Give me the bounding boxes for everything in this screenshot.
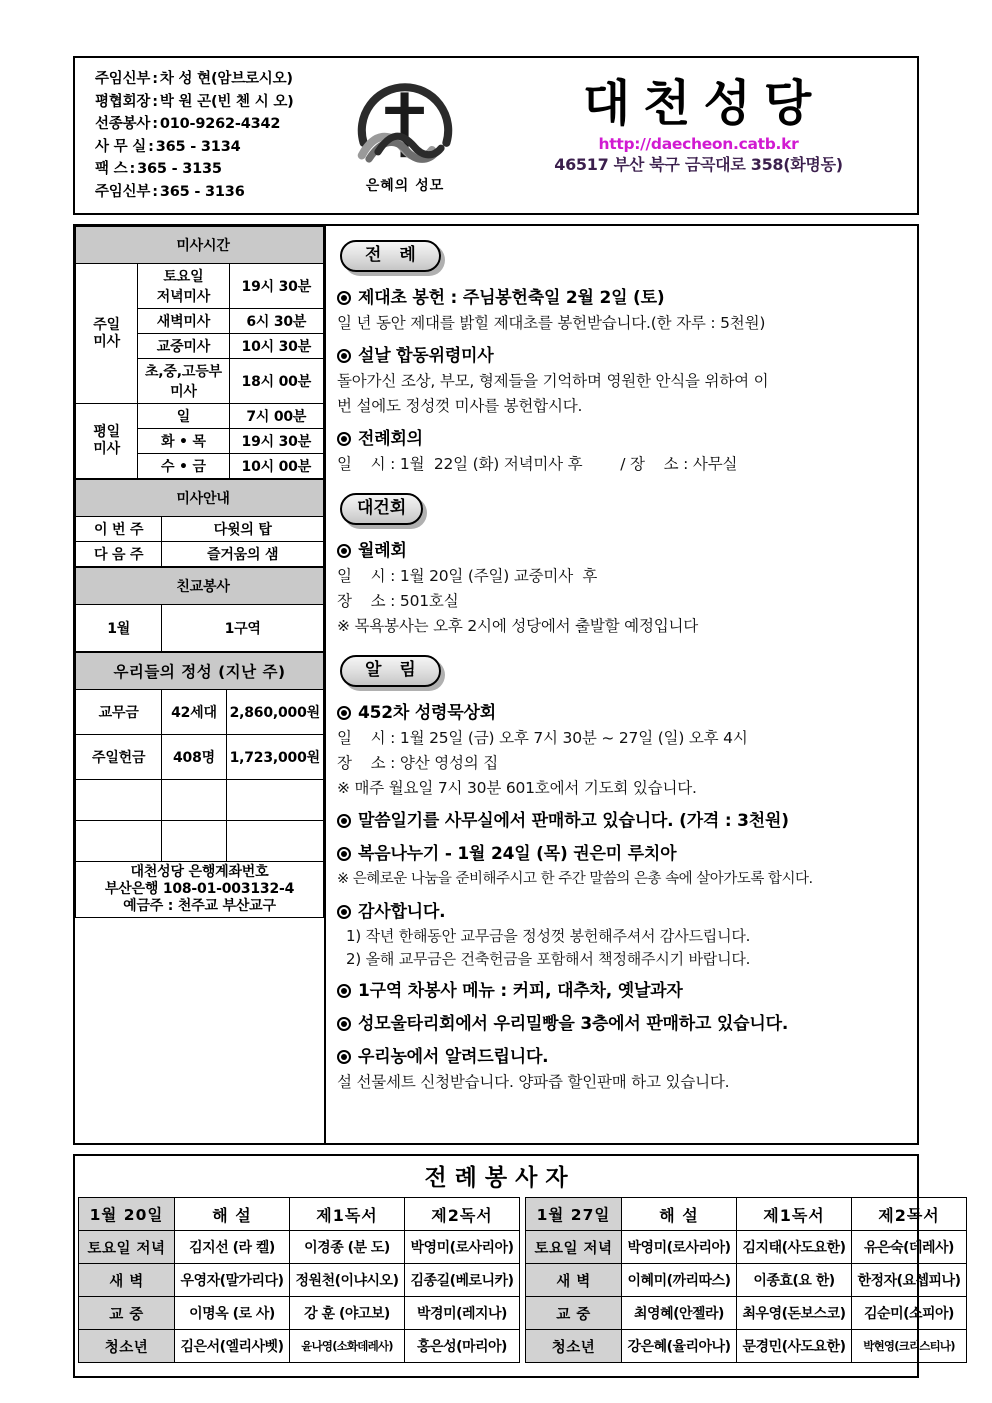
server-cell: 이명옥 (로 사)	[175, 1297, 290, 1330]
mass-name: 교중미사	[138, 334, 229, 359]
contact-row	[95, 113, 330, 136]
column-header-commentary-right: 해 설	[622, 1198, 737, 1231]
church-address: 46517 부산 북구 금곡대로 358(화명동)	[554, 155, 843, 174]
announcement-detail: 번 설에도 정성껏 미사를 봉헌합시다.	[337, 397, 583, 415]
announcement-title: 452차 성령묵상회	[358, 703, 496, 723]
server-cell: 김은서(엘리사벳)	[175, 1330, 290, 1363]
left-info-column	[75, 226, 326, 1143]
announcement-title: 성모울타리회에서 우리밀빵을 3층에서 판매하고 있습니다.	[358, 1014, 789, 1034]
table-row	[76, 735, 324, 780]
offering-amount	[226, 821, 323, 862]
table-row	[76, 264, 324, 309]
announcement-title: 감사합니다.	[358, 902, 446, 922]
announcement-item	[336, 538, 909, 564]
table-row	[76, 542, 324, 567]
offering-label	[76, 780, 162, 821]
contact-label: 팩 스	[95, 161, 128, 177]
announcement-item	[336, 978, 909, 1004]
bulletin-body	[73, 224, 919, 1145]
mass-schedule-title: 미사시간	[76, 227, 324, 264]
announcements-column	[326, 226, 917, 1143]
announcement-detail: ※ 매주 월요일 7시 30분 601호에서 기도회 있습니다.	[337, 779, 697, 797]
bullet-icon	[337, 349, 351, 363]
bank-account-info	[76, 862, 324, 918]
server-cell: 이혜미(까리따스)	[622, 1264, 737, 1297]
contact-row	[95, 181, 330, 204]
announcement-detail: 장 소 : 양산 영성의 집	[337, 754, 499, 772]
table-header-row	[79, 1198, 967, 1231]
section-badge-daegeon: 대건회	[340, 493, 423, 525]
row-label: 청소년	[79, 1330, 175, 1363]
table-row	[76, 821, 324, 862]
contact-value: 365 - 3136	[159, 183, 245, 200]
mass-time: 19시 30분	[229, 429, 323, 454]
offering-count: 408명	[162, 735, 226, 780]
mass-guide-table	[75, 479, 324, 567]
bullet-icon	[337, 1017, 351, 1031]
mass-time: 19시 30분	[229, 264, 323, 309]
contact-value: 차 성 현(암브로시오)	[159, 71, 293, 87]
announcement-title: 월례회	[358, 541, 407, 561]
announcement-detail: 2) 올해 교무금은 건축헌금을 포함해서 책정해주시기 바랍니다.	[346, 950, 751, 968]
mass-name: 수 • 금	[138, 454, 229, 479]
contact-label: 평협회장	[95, 93, 151, 110]
announcement-detail: 일 시 : 1월 20일 (주일) 교중미사 후	[337, 567, 598, 585]
table-row	[76, 780, 324, 821]
column-header-reading2-right: 제2독서	[852, 1198, 967, 1231]
server-cell: 문경민(사도요한)	[737, 1330, 852, 1363]
offering-amount: 2,860,000원	[226, 690, 323, 735]
contact-separator: :	[148, 138, 154, 155]
mass-name: 화 • 목	[138, 429, 229, 454]
server-cell: 김순미(소피아)	[852, 1297, 967, 1330]
table-row	[76, 605, 324, 652]
announcement-detail: 돌아가신 조상, 부모, 형제들을 기억하며 영원한 안식을 위하여 이	[337, 372, 769, 390]
announcement-title: 전례회의	[358, 429, 423, 449]
section-badge-liturgy: 전 례	[340, 240, 441, 272]
mass-time: 6시 30분	[229, 309, 323, 334]
this-week-label: 이 번 주	[76, 517, 162, 542]
server-cell: 김종길(베로니카)	[405, 1264, 520, 1297]
server-cell: 박영미(로사리아)	[405, 1231, 520, 1264]
weekday-mass-label: 평일미사	[76, 404, 138, 479]
bullet-icon	[337, 544, 351, 558]
announcement-title: 우리농에서 알려드립니다.	[358, 1047, 549, 1067]
server-cell: 강은혜(율리아나)	[622, 1330, 737, 1363]
contact-block	[75, 58, 330, 213]
announcement-item	[336, 899, 909, 925]
contact-row	[95, 68, 330, 91]
church-logo-icon	[351, 72, 459, 174]
table-row	[79, 1330, 967, 1363]
section-daegeon	[336, 489, 909, 639]
mass-time: 18시 00분	[229, 359, 323, 404]
offering-table	[75, 652, 324, 918]
server-cell: 이경종 (분 도)	[290, 1231, 405, 1264]
mass-name: 초,중,고등부미사	[138, 359, 229, 404]
section-liturgy	[336, 236, 909, 477]
contact-row	[95, 91, 330, 114]
mass-name: 일	[138, 404, 229, 429]
column-header-reading2-left: 제2독서	[405, 1198, 520, 1231]
server-cell: 김지선 (라 켈)	[175, 1231, 290, 1264]
contact-separator: :	[152, 71, 158, 87]
mass-name: 새벽미사	[138, 309, 229, 334]
column-header-date-left: 1월 20일	[79, 1198, 175, 1231]
offering-label	[76, 821, 162, 862]
announcement-item	[336, 808, 909, 834]
fellowship-title: 친교봉사	[76, 568, 324, 605]
contact-row	[95, 136, 330, 159]
row-label: 교 중	[526, 1297, 622, 1330]
contact-label: 사 무 실	[95, 138, 147, 155]
liturgy-servers-table	[78, 1197, 967, 1363]
column-header-date-right: 1월 27일	[526, 1198, 622, 1231]
mass-time: 10시 00분	[229, 454, 323, 479]
fellowship-district: 1구역	[162, 605, 324, 652]
announcement-title: 1구역 차봉사 메뉴 : 커피, 대추차, 옛날과자	[358, 981, 683, 1001]
next-week-label: 다 음 주	[76, 542, 162, 567]
contact-label: 주임신부	[95, 183, 151, 200]
announcement-item	[336, 285, 909, 311]
fellowship-table	[75, 567, 324, 652]
table-section-header	[76, 568, 324, 605]
announcement-item	[336, 1044, 909, 1070]
server-cell: 이종효(요 한)	[737, 1264, 852, 1297]
section-notice	[336, 651, 909, 1095]
bullet-icon	[337, 847, 351, 861]
bulletin-header	[73, 56, 919, 215]
bullet-icon	[337, 432, 351, 446]
bullet-icon	[337, 814, 351, 828]
announcement-item	[336, 700, 909, 726]
offering-title: 우리들의 정성 (지난 주)	[76, 653, 324, 690]
announcement-item	[336, 841, 909, 867]
offering-count: 42세대	[162, 690, 226, 735]
fellowship-month: 1월	[76, 605, 162, 652]
bullet-icon	[337, 905, 351, 919]
table-section-header	[76, 480, 324, 517]
table-row	[79, 1297, 967, 1330]
offering-label: 주일헌금	[76, 735, 162, 780]
row-label: 토요일 저녁	[79, 1231, 175, 1264]
row-label: 새 벽	[526, 1264, 622, 1297]
announcement-title: 말씀일기를 사무실에서 판매하고 있습니다. (가격 : 3천원)	[358, 811, 789, 831]
row-label: 청소년	[526, 1330, 622, 1363]
row-label: 토요일 저녁	[526, 1231, 622, 1264]
bullet-icon	[337, 706, 351, 720]
contact-separator: :	[152, 183, 158, 200]
table-row	[76, 517, 324, 542]
announcement-item	[336, 426, 909, 452]
mass-time: 10시 30분	[229, 334, 323, 359]
mass-time: 7시 00분	[229, 404, 323, 429]
server-cell: 최우영(돈보스코)	[737, 1297, 852, 1330]
liturgy-servers-section	[73, 1154, 961, 1378]
offering-amount: 1,723,000원	[226, 735, 323, 780]
server-cell: 윤나영(소화데레사)	[290, 1330, 405, 1363]
contact-label: 선종봉사	[95, 116, 151, 132]
announcement-detail: ※ 은혜로운 나눔을 준비해주시고 한 주간 말씀의 은총 속에 살아가도록 합시다.	[337, 871, 813, 887]
server-cell: 김지태(사도요한)	[737, 1231, 852, 1264]
contact-separator: :	[129, 161, 136, 177]
contact-value: 365 - 3134	[155, 138, 241, 155]
bank-line: 부산은행 108-01-003132-4	[104, 881, 295, 897]
section-badge-notice: 알 림	[340, 655, 441, 687]
table-row	[76, 404, 324, 429]
page-title: 대천성당	[582, 75, 825, 132]
bank-line: 예금주 : 천주교 부산교구	[123, 898, 276, 914]
server-cell: 강 훈 (야고보)	[290, 1297, 405, 1330]
mass-name: 토요일 저녁미사	[138, 264, 229, 309]
contact-label: 주임신부	[95, 71, 151, 87]
contact-value: 010-9262-4342	[159, 116, 281, 132]
row-label: 새 벽	[79, 1264, 175, 1297]
contact-separator: :	[152, 116, 158, 132]
row-label: 교 중	[79, 1297, 175, 1330]
announcement-item	[336, 1011, 909, 1037]
next-week-value: 즐거움의 샘	[162, 542, 324, 567]
contact-separator: :	[152, 93, 158, 110]
contact-value: 365 - 3135	[137, 161, 222, 177]
announcement-detail: 일 시 : 1월 25일 (금) 오후 7시 30분 ~ 27일 (일) 오후 4시	[337, 729, 748, 747]
offering-amount	[226, 780, 323, 821]
table-row	[76, 862, 324, 918]
column-header-reading1-left: 제1독서	[290, 1198, 405, 1231]
column-header-commentary-left: 해 설	[175, 1198, 290, 1231]
table-section-header	[76, 227, 324, 264]
servers-table-title: 전례봉사자	[424, 1165, 576, 1191]
offering-count	[162, 821, 226, 862]
bank-line: 대천성당 은행계좌번호	[130, 864, 269, 880]
announcement-detail: 설 선물세트 신청받습니다. 양파즙 할인판매 하고 있습니다.	[337, 1073, 730, 1091]
announcement-detail: 일 시 : 1월 22일 (화) 저녁미사 후 / 장 소 : 사무실	[337, 455, 738, 473]
logo-caption: 은혜의 성모	[365, 178, 445, 194]
announcement-detail: 장 소 : 501호실	[337, 592, 459, 610]
server-cell: 박현영(크리스티나)	[852, 1330, 967, 1363]
announcement-title: 제대초 봉헌 : 주님봉헌축일 2월 2일 (토)	[358, 288, 665, 308]
bullet-icon	[337, 1050, 351, 1064]
announcement-title: 복음나누기 - 1월 24일 (목) 권은미 루치아	[358, 844, 677, 864]
table-row	[79, 1264, 967, 1297]
server-cell: 우영자(말가리다)	[175, 1264, 290, 1297]
server-cell: 한정자(요셉피나)	[852, 1264, 967, 1297]
announcement-detail: 1) 작년 한해동안 교무금을 정성껏 봉헌해주셔서 감사드립니다.	[346, 927, 751, 945]
contact-row	[95, 158, 330, 181]
church-title-block	[480, 58, 917, 213]
mass-schedule-table	[75, 226, 324, 479]
announcement-title: 설날 합동위령미사	[358, 346, 494, 366]
church-website-url[interactable]: http://daecheon.catb.kr	[598, 135, 799, 153]
server-cell: 박경미(레지나)	[405, 1297, 520, 1330]
sunday-mass-label: 주일미사	[76, 264, 138, 404]
contact-value: 박 원 곤(빈 첸 시 오)	[159, 93, 294, 110]
server-cell: 박영미(로사리아)	[622, 1231, 737, 1264]
mass-guide-title: 미사안내	[76, 480, 324, 517]
bullet-icon	[337, 984, 351, 998]
table-row	[79, 1231, 967, 1264]
table-section-header	[76, 653, 324, 690]
table-row	[76, 690, 324, 735]
bullet-icon	[337, 291, 351, 305]
announcement-item	[336, 343, 909, 369]
announcement-detail: 일 년 동안 제대를 밝힐 제대초를 봉헌받습니다.(한 자루 : 5천원)	[337, 314, 766, 332]
church-logo-block	[330, 58, 480, 213]
this-week-value: 다윗의 탑	[162, 517, 324, 542]
server-cell: 최영혜(안젤라)	[622, 1297, 737, 1330]
offering-count	[162, 780, 226, 821]
column-header-reading1-right: 제1독서	[737, 1198, 852, 1231]
server-cell: 홍은성(마리아)	[405, 1330, 520, 1363]
announcement-detail: ※ 목욕봉사는 오후 2시에 성당에서 출발할 예정입니다	[337, 617, 699, 635]
server-cell: 유은숙(데레사)	[852, 1231, 967, 1264]
server-cell: 정원천(이냐시오)	[290, 1264, 405, 1297]
offering-label: 교무금	[76, 690, 162, 735]
